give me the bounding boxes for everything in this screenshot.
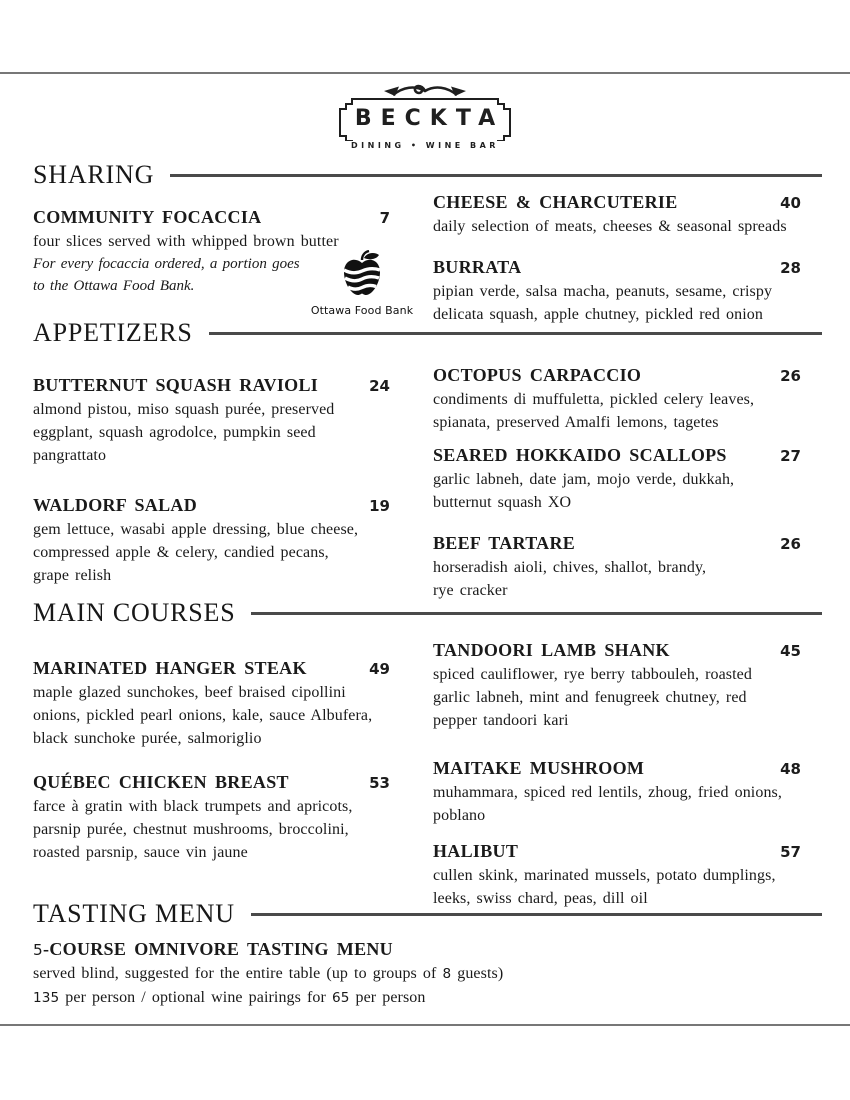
item-description: pangrattato: [33, 447, 107, 464]
section-rule: [251, 913, 822, 916]
item-description: condiments di muffuletta, pickled celery leaves,: [433, 391, 755, 408]
top-divider: [0, 72, 850, 74]
item-price: 7: [379, 209, 390, 227]
menu-item-tandoori-lamb-shank: [433, 639, 801, 732]
item-description: four slices served with whipped brown butter: [33, 233, 339, 250]
item-description: compressed apple & celery, candied pecans,: [33, 544, 329, 561]
section-rule: [209, 332, 822, 335]
item-description: garlic labneh, date jam, mojo verde, dukkah,: [433, 471, 735, 488]
section-rule: [170, 174, 822, 177]
item-description: onions, pickled pearl onions, kale, sauce Albufera,: [33, 707, 373, 724]
menu-item-waldorf-salad: [33, 494, 390, 587]
apple-icon: [341, 250, 383, 296]
item-price: 49: [369, 660, 390, 678]
item-note: For every focaccia ordered, a portion goes: [33, 256, 300, 272]
bottom-divider: [0, 1024, 850, 1026]
menu-item-octopus-carpaccio: [433, 364, 801, 434]
menu-item-quebec-chicken-breast: [33, 771, 390, 864]
section-title: APPETIZERS: [33, 318, 193, 347]
item-description: eggplant, squash agrodolce, pumpkin seed: [33, 424, 316, 441]
item-description: spiced cauliflower, rye berry tabbouleh, roasted: [433, 666, 752, 683]
item-description: horseradish aioli, chives, shallot, brandy,: [433, 559, 707, 576]
item-description: butternut squash XO: [433, 494, 572, 511]
section-header-tasting-menu: [33, 900, 822, 928]
item-description: leeks, swiss chard, peas, dill oil: [433, 890, 648, 907]
food-bank-label: Ottawa Food Bank: [310, 304, 414, 317]
item-name: BUTTERNUT SQUASH RAVIOLI: [33, 375, 319, 395]
item-name: SEARED HOKKAIDO SCALLOPS: [433, 445, 727, 465]
menu-item-butternut-squash-ravioli: [33, 374, 390, 467]
item-price: 53: [369, 774, 390, 792]
menu-item-burrata: [433, 256, 801, 326]
item-description: delicata squash, apple chutney, pickled red onion: [433, 306, 763, 323]
item-price: 26: [780, 535, 801, 553]
menu-item-beef-tartare: [433, 532, 801, 602]
item-description: daily selection of meats, cheeses & seasonal spreads: [433, 218, 787, 235]
food-bank-badge: [310, 250, 414, 317]
section-title: MAIN COURSES: [33, 598, 236, 627]
item-price: 40: [780, 194, 801, 212]
brand-name: BECKTA: [354, 106, 505, 131]
section-title: TASTING MENU: [33, 899, 235, 928]
section-title: SHARING: [33, 160, 155, 189]
item-description: 135 per person / optional wine pairings for 65 per person: [33, 989, 426, 1006]
item-description: almond pistou, miso squash purée, preserved: [33, 401, 335, 418]
item-name: OCTOPUS CARPACCIO: [433, 365, 642, 385]
section-header-main-courses: [33, 599, 822, 627]
item-name: WALDORF SALAD: [33, 495, 197, 515]
item-description: cullen skink, marinated mussels, potato dumplings,: [433, 867, 776, 884]
item-description: gem lettuce, wasabi apple dressing, blue cheese,: [33, 521, 359, 538]
item-description: muhammara, spiced red lentils, zhoug, fried onions,: [433, 784, 782, 801]
menu-item-cheese-charcuterie: [433, 191, 801, 238]
item-name: 5-COURSE OMNIVORE TASTING MENU: [33, 939, 393, 959]
item-description: pipian verde, salsa macha, peanuts, sesame, crispy: [433, 283, 773, 300]
item-description: pepper tandoori kari: [433, 712, 569, 729]
menu-item-seared-hokkaido-scallops: [433, 444, 801, 514]
menu-item-omnivore-tasting-menu: [33, 937, 773, 1010]
item-price: 24: [369, 377, 390, 395]
brand-tagline: DINING • WINE BAR: [344, 141, 506, 150]
item-name: BURRATA: [433, 257, 522, 277]
item-price: 48: [780, 760, 801, 778]
item-description: farce à gratin with black trumpets and apricots,: [33, 798, 353, 815]
item-price: 57: [780, 843, 801, 861]
item-description: spianata, preserved Amalfi lemons, tagetes: [433, 414, 719, 431]
item-name: HALIBUT: [433, 841, 519, 861]
item-description: grape relish: [33, 567, 112, 584]
menu-item-marinated-hanger-steak: [33, 657, 390, 750]
item-price: 19: [369, 497, 390, 515]
item-description: served blind, suggested for the entire table (up to groups of 8 guests): [33, 965, 504, 982]
item-description: roasted parsnip, sauce vin jaune: [33, 844, 248, 861]
menu-item-maitake-mushroom: [433, 757, 801, 827]
item-name: QUÉBEC CHICKEN BREAST: [33, 772, 289, 792]
item-name: MARINATED HANGER STEAK: [33, 658, 307, 678]
item-price: 28: [780, 259, 801, 277]
item-name: TANDOORI LAMB SHANK: [433, 640, 670, 660]
item-description: poblano: [433, 807, 486, 824]
item-description: maple glazed sunchokes, beef braised cipollini: [33, 684, 346, 701]
item-price: 26: [780, 367, 801, 385]
item-name: MAITAKE MUSHROOM: [433, 758, 645, 778]
item-name: COMMUNITY FOCACCIA: [33, 207, 262, 227]
item-description: black sunchoke purée, salmoriglio: [33, 730, 262, 747]
item-description: parsnip purée, chestnut mushrooms, broccolini,: [33, 821, 349, 838]
brand-logo: [331, 84, 519, 160]
item-price: 45: [780, 642, 801, 660]
item-name: BEEF TARTARE: [433, 533, 576, 553]
section-rule: [251, 612, 822, 615]
item-description: garlic labneh, mint and fenugreek chutney, red: [433, 689, 747, 706]
item-price: 27: [780, 447, 801, 465]
item-note: to the Ottawa Food Bank.: [33, 278, 195, 294]
item-name: CHEESE & CHARCUTERIE: [433, 192, 678, 212]
section-header-sharing: [33, 161, 822, 189]
section-header-appetizers: [33, 319, 822, 347]
item-description: rye cracker: [433, 582, 508, 599]
